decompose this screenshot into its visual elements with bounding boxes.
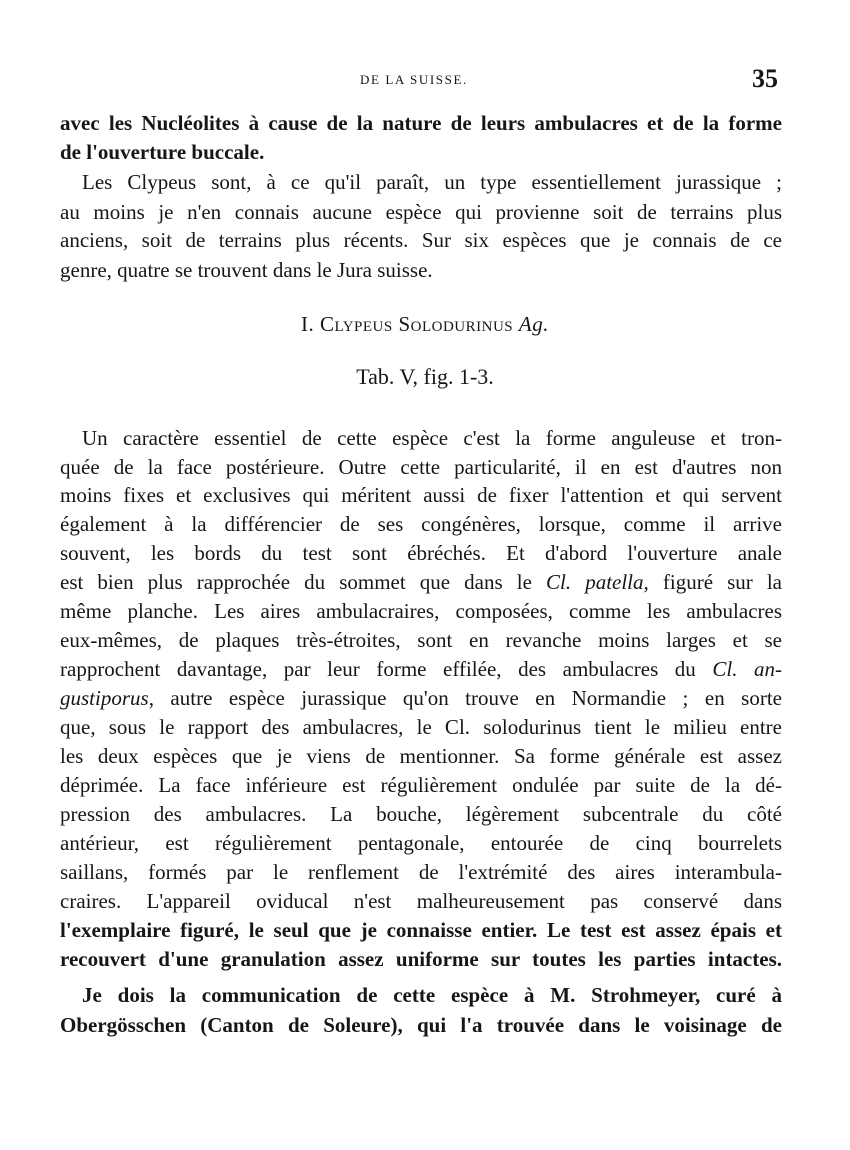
text-segment: , figuré sur la <box>643 570 783 594</box>
text-segment: rapprochent davantage, par leur forme effilée, des ambulacres du <box>60 657 713 681</box>
text-line: saillans, formés par le renflement de l'extrémité des aires interambula- <box>60 860 782 884</box>
text-line: Je dois la communication de cette espèce à M. Strohmeyer, curé à <box>82 983 782 1007</box>
plate-reference: Tab. V, fig. 1-3. <box>356 364 494 389</box>
species-author: Ag. <box>518 312 549 336</box>
text-line: moins fixes et exclusives qui méritent aussi de fixer l'attention et qui servent <box>60 483 782 507</box>
text-line: également à la différencier de ses congénères, lorsque, comme il arrive <box>60 512 782 536</box>
text-line-with-italic <box>60 572 782 593</box>
text-line: Les Clypeus sont, à ce qu'il paraît, un type essentiellement jurassique ; <box>82 170 782 194</box>
text-line: même planche. Les aires ambulacraires, composées, comme les ambulacres <box>60 599 782 623</box>
text-line: anciens, soit de terrains plus récents. Sur six espèces que je connais de ce <box>60 228 782 252</box>
text-segment: est bien plus rapprochée du sommet que dans le <box>60 570 547 594</box>
species-reference: Cl. an- <box>712 657 782 681</box>
text-line: pression des ambulacres. La bouche, légèrement subcentrale du côté <box>60 802 782 826</box>
text-segment: , autre espèce jurassique qu'on trouve en Normandie ; en sorte <box>148 686 782 710</box>
species-number: I. <box>301 312 315 336</box>
text-line: au moins je n'en connais aucune espèce qui provienne soit de terrains plus <box>60 200 782 224</box>
species-reference: gustiporus <box>60 686 149 710</box>
text-line: antérieur, est régulièrement pentagonale, entourée de cinq bourrelets <box>60 831 782 855</box>
text-line: eux-mêmes, de plaques très-étroites, sont en revanche moins larges et se <box>60 628 782 652</box>
text-line-with-italic <box>60 659 782 680</box>
species-name: Clypeus Solodurinus <box>320 312 514 336</box>
page-header <box>0 62 850 102</box>
running-head: DE LA SUISSE. <box>360 72 468 87</box>
species-heading <box>0 314 850 335</box>
text-line: Obergösschen (Canton de Soleure), qui l'a trouvée dans le voisinage de <box>60 1013 782 1037</box>
text-line: quée de la face postérieure. Outre cette particularité, il en est d'autres non <box>60 455 782 479</box>
text-line-with-italic <box>60 688 782 709</box>
text-line: genre, quatre se trouvent dans le Jura suisse. <box>60 258 433 282</box>
text-line: que, sous le rapport des ambulacres, le Cl. solodurinus tient le milieu entre <box>60 715 782 739</box>
species-reference: Cl. patella <box>546 570 644 594</box>
text-line: recouvert d'une granulation assez uniforme sur toutes les parties intactes. <box>60 947 782 971</box>
text-line: avec les Nucléolites à cause de la nature de leurs ambulacres et de la forme <box>60 111 782 135</box>
text-line: l'exemplaire figuré, le seul que je connaisse entier. Le test est assez épais et <box>60 918 782 942</box>
text-line: de l'ouverture buccale. <box>60 140 265 164</box>
text-line: déprimée. La face inférieure est régulièrement ondulée par suite de la dé- <box>60 773 782 797</box>
text-line: craires. L'appareil oviducal n'est malheureusement pas conservé dans <box>60 889 782 913</box>
text-line: les deux espèces que je viens de mentionner. Sa forme générale est assez <box>60 744 782 768</box>
text-line: souvent, les bords du test sont ébréchés. Et d'abord l'ouverture anale <box>60 541 782 565</box>
page-number: 35 <box>752 64 778 93</box>
text-line: Un caractère essentiel de cette espèce c'est la forme anguleuse et tron- <box>82 426 782 450</box>
